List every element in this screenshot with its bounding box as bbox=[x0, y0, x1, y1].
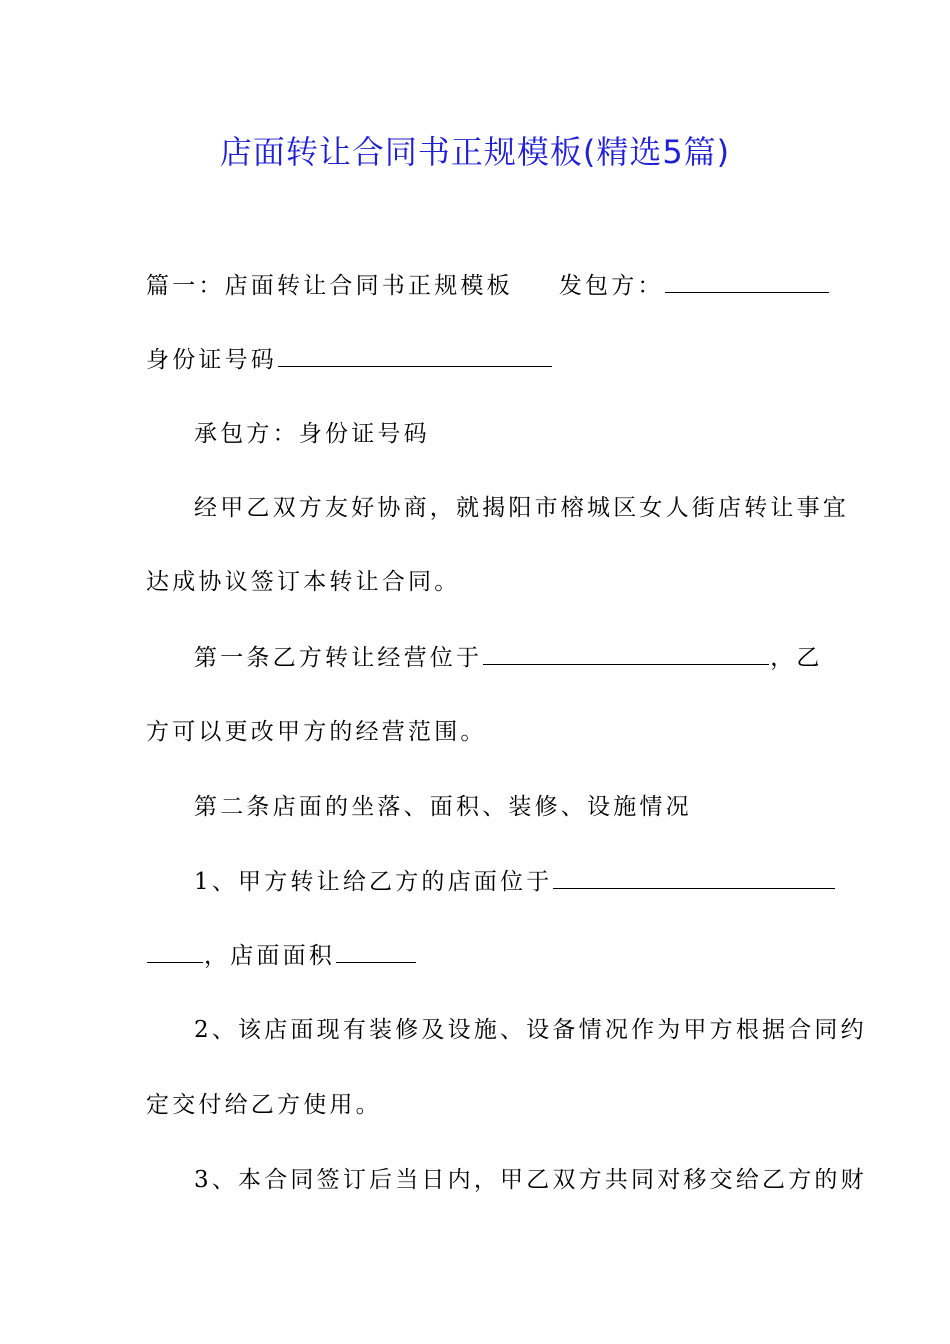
paragraph-line bbox=[194, 1160, 867, 1200]
contractee-label: 承包方：身份证号码 bbox=[194, 421, 430, 447]
body-text: 经甲乙双方友好协商，就揭阳市榕城区女人街店转让事宜 bbox=[194, 495, 849, 521]
paragraph-line bbox=[194, 638, 823, 678]
paragraph-line bbox=[146, 1085, 382, 1125]
paragraph-line bbox=[194, 414, 430, 454]
contractor-blank bbox=[665, 291, 829, 293]
body-text: ，乙 bbox=[770, 645, 823, 671]
body-text: 方可以更改甲方的经营范围。 bbox=[146, 719, 487, 745]
shop-location-blank bbox=[553, 887, 835, 889]
paragraph-line bbox=[194, 787, 692, 827]
chapter-heading: 篇一：店面转让合同书正规模板 bbox=[146, 273, 513, 299]
paragraph-line bbox=[146, 562, 460, 602]
paragraph-line bbox=[146, 712, 487, 752]
id-number-blank bbox=[278, 365, 552, 367]
article-one-text: 第一条乙方转让经营位于 bbox=[194, 645, 483, 671]
paragraph-line bbox=[146, 340, 553, 380]
document-title: 店面转让合同书正规模板(精选5篇) bbox=[219, 133, 731, 171]
contractor-label: 发包方： bbox=[558, 273, 664, 299]
body-text: 定交付给乙方使用。 bbox=[146, 1092, 382, 1118]
id-number-label: 身份证号码 bbox=[146, 347, 277, 373]
body-text: 3、本合同签订后当日内，甲乙双方共同对移交给乙方的财 bbox=[194, 1167, 867, 1193]
location-blank bbox=[483, 663, 769, 665]
article-two-heading: 第二条店面的坐落、面积、装修、设施情况 bbox=[194, 794, 692, 820]
body-text: ，店面面积 bbox=[204, 943, 335, 969]
shop-area-blank bbox=[336, 961, 416, 963]
paragraph-line bbox=[146, 936, 417, 976]
body-text: 达成协议签订本转让合同。 bbox=[146, 569, 461, 595]
body-text: 2、该店面现有装修及设施、设备情况作为甲方根据合同约 bbox=[194, 1017, 867, 1043]
paragraph-line bbox=[194, 1010, 867, 1050]
shop-location-blank-cont bbox=[147, 961, 203, 963]
paragraph-line bbox=[146, 266, 830, 306]
paragraph-line bbox=[194, 862, 836, 902]
paragraph-line bbox=[194, 488, 849, 528]
body-text: 1、甲方转让给乙方的店面位于 bbox=[194, 869, 553, 895]
